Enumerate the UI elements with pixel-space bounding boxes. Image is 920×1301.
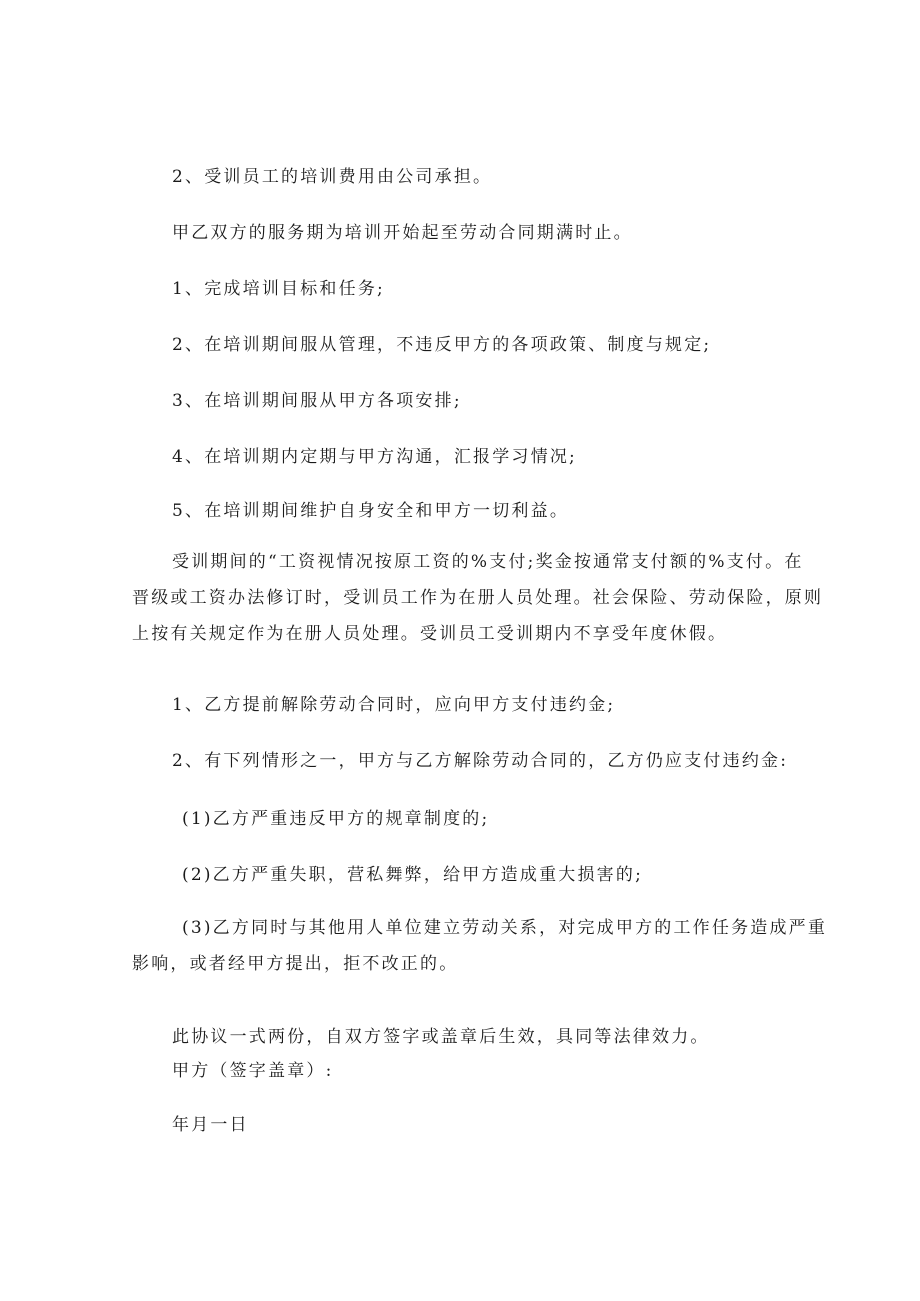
line-service-period: 甲乙双方的服务期为培训开始起至劳动合同期满时止。	[172, 223, 633, 243]
case-3-paragraph	[132, 910, 827, 982]
date-line: 年月一日	[172, 1115, 249, 1135]
line-breach-1: 1、乙方提前解除劳动合同时，应向甲方支付违约金;	[172, 695, 616, 715]
line-effect: 此协议一式两份，自双方签字或盖章后生效，具同等法律效力。	[172, 1027, 710, 1047]
line-duty-2: 2、在培训期间服从管理，不违反甲方的各项政策、制度与规定;	[172, 335, 712, 355]
salary-paragraph	[132, 544, 823, 652]
salary-line-2: 晋级或工资办法修订时，受训员工作为在册人员处理。社会保险、劳动保险，原则	[132, 588, 824, 608]
line-case-2: (2)乙方严重失职，营私舞弊，给甲方造成重大损害的;	[182, 865, 644, 885]
line-duty-1: 1、完成培训目标和任务;	[172, 279, 385, 299]
salary-line-1: 受训期间的“工资视情况按原工资的%支付;奖金按通常支付额的%支付。在	[172, 552, 804, 572]
line-duty-5: 5、在培训期间维护自身安全和甲方一切利益。	[172, 501, 570, 521]
line-duty-3: 3、在培训期间服从甲方各项安排;	[172, 391, 462, 411]
line-breach-2: 2、有下列情形之一，甲方与乙方解除劳动合同的，乙方仍应支付违约金:	[172, 751, 789, 771]
salary-line-3: 上按有关规定作为在册人员处理。受训员工受训期内不享受年度休假。	[132, 624, 728, 644]
party-a-signature: 甲方（签字盖章）:	[172, 1061, 334, 1081]
line-training-cost: 2、受训员工的培训费用由公司承担。	[172, 167, 493, 187]
case-3-line-2: 影响，或者经甲方提出，拒不改正的。	[132, 954, 459, 974]
line-case-1: (1)乙方严重违反甲方的规章制度的;	[182, 809, 490, 829]
line-duty-4: 4、在培训期内定期与甲方沟通，汇报学习情况;	[172, 447, 577, 467]
case-3-line-1: (3)乙方同时与其他用人单位建立劳动关系，对完成甲方的工作任务造成严重	[182, 918, 828, 938]
